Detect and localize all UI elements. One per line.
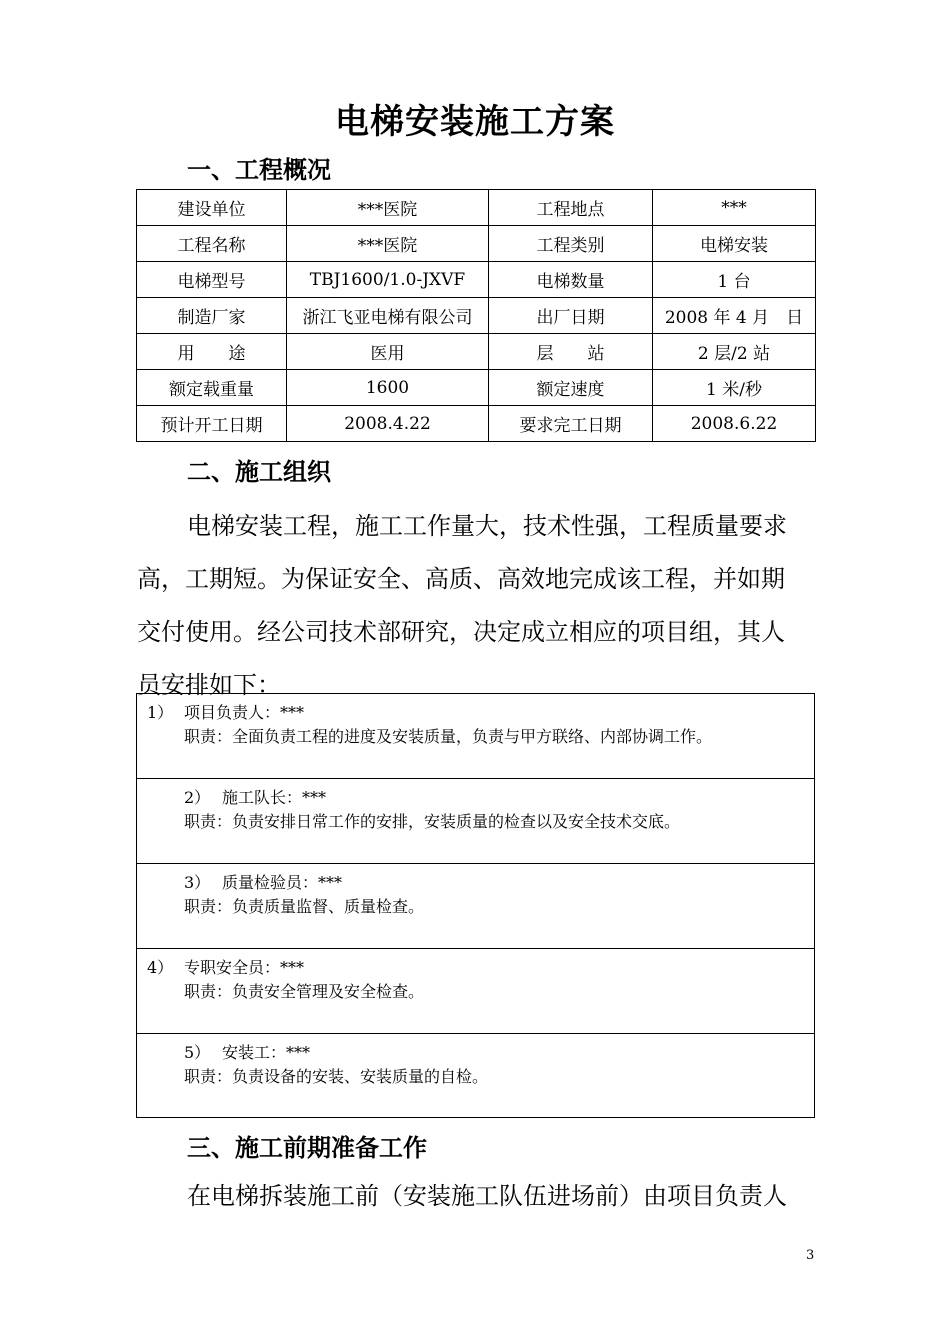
preparation-paragraph [137,1170,817,1223]
role-duty: 职责：负责安全管理及安全检查。 [184,982,425,1001]
table-cell-value: 1 台 [653,262,816,298]
role-name: 安装工：*** [222,1043,311,1062]
role-number: 2） [184,788,211,807]
table-row [137,298,816,334]
role-number: 3） [184,873,211,892]
table-cell-label: 工程类别 [489,226,653,262]
role-name: 项目负责人：*** [184,703,305,722]
paragraph-line: 电梯安装工程，施工工作量大，技术性强，工程质量要求 [187,512,787,540]
project-overview-table [136,189,816,442]
table-cell-label: 工程地点 [489,190,653,226]
table-cell-value: TBJ1600/1.0-JXVF [287,262,489,298]
table-cell-label: 制造厂家 [137,298,287,334]
role-number: 1） [147,703,174,722]
role-item-installer [137,1034,814,1118]
table-cell-label: 建设单位 [137,190,287,226]
paragraph-line: 高，工期短。为保证安全、高质、高效地完成该工程，并如期 [137,565,785,593]
table-cell-value: 2008.6.22 [653,406,816,442]
table-row [137,262,816,298]
table-cell-label: 要求完工日期 [489,406,653,442]
table-cell-label: 预计开工日期 [137,406,287,442]
section-heading-organization: 二、施工组织 [187,457,331,486]
table-cell-value: 1600 [287,370,489,406]
table-row [137,406,816,442]
table-cell-label: 额定速度 [489,370,653,406]
role-number: 5） [184,1043,211,1062]
table-cell-value: 电梯安装 [653,226,816,262]
role-item-safety-officer [137,949,814,1034]
table-cell-value: 2008.4.22 [287,406,489,442]
table-cell-value: 2008 年 4 月 日 [653,298,816,334]
table-cell-value: 浙江飞亚电梯有限公司 [287,298,489,334]
page-number: 3 [806,1248,815,1263]
role-name: 专职安全员：*** [184,958,305,977]
table-row [137,226,816,262]
table-cell-label: 电梯数量 [489,262,653,298]
table-cell-value: 2 层/2 站 [653,334,816,370]
role-item-team-leader [137,779,814,864]
role-duty: 职责：负责设备的安装、安装质量的自检。 [184,1067,489,1086]
table-row [137,370,816,406]
paragraph-line: 员安排如下： [137,671,281,699]
table-cell-value: ***医院 [287,226,489,262]
role-duty: 职责：负责质量监督、质量检查。 [184,897,425,916]
role-name: 质量检验员：*** [222,873,343,892]
table-cell-label: 层 站 [489,334,653,370]
table-cell-label: 用 途 [137,334,287,370]
role-item-project-manager [137,694,814,779]
paragraph-line: 交付使用。经公司技术部研究，决定成立相应的项目组，其人 [137,618,785,646]
table-cell-value: ***医院 [287,190,489,226]
role-number: 4） [147,958,174,977]
table-cell-value: 1 米/秒 [653,370,816,406]
table-cell-value: 医用 [287,334,489,370]
page-title: 电梯安装施工方案 [335,102,615,142]
section-heading-preparation: 三、施工前期准备工作 [187,1133,427,1162]
table-cell-label: 工程名称 [137,226,287,262]
section-heading-overview: 一、工程概况 [187,155,331,184]
staff-roles-box [136,693,815,1118]
paragraph-line: 在电梯拆装施工前（安装施工队伍进场前）由项目负责人 [187,1182,787,1210]
table-row [137,190,816,226]
organization-paragraph [137,500,817,712]
role-duty: 职责：负责安排日常工作的安排，安装质量的检查以及安全技术交底。 [184,812,681,831]
table-cell-label: 出厂日期 [489,298,653,334]
role-duty: 职责：全面负责工程的进度及安装质量，负责与甲方联络、内部协调工作。 [184,727,713,746]
table-cell-label: 电梯型号 [137,262,287,298]
role-name: 施工队长：*** [222,788,327,807]
role-item-quality-inspector [137,864,814,949]
table-cell-value: *** [653,190,816,226]
table-row [137,334,816,370]
table-cell-label: 额定载重量 [137,370,287,406]
